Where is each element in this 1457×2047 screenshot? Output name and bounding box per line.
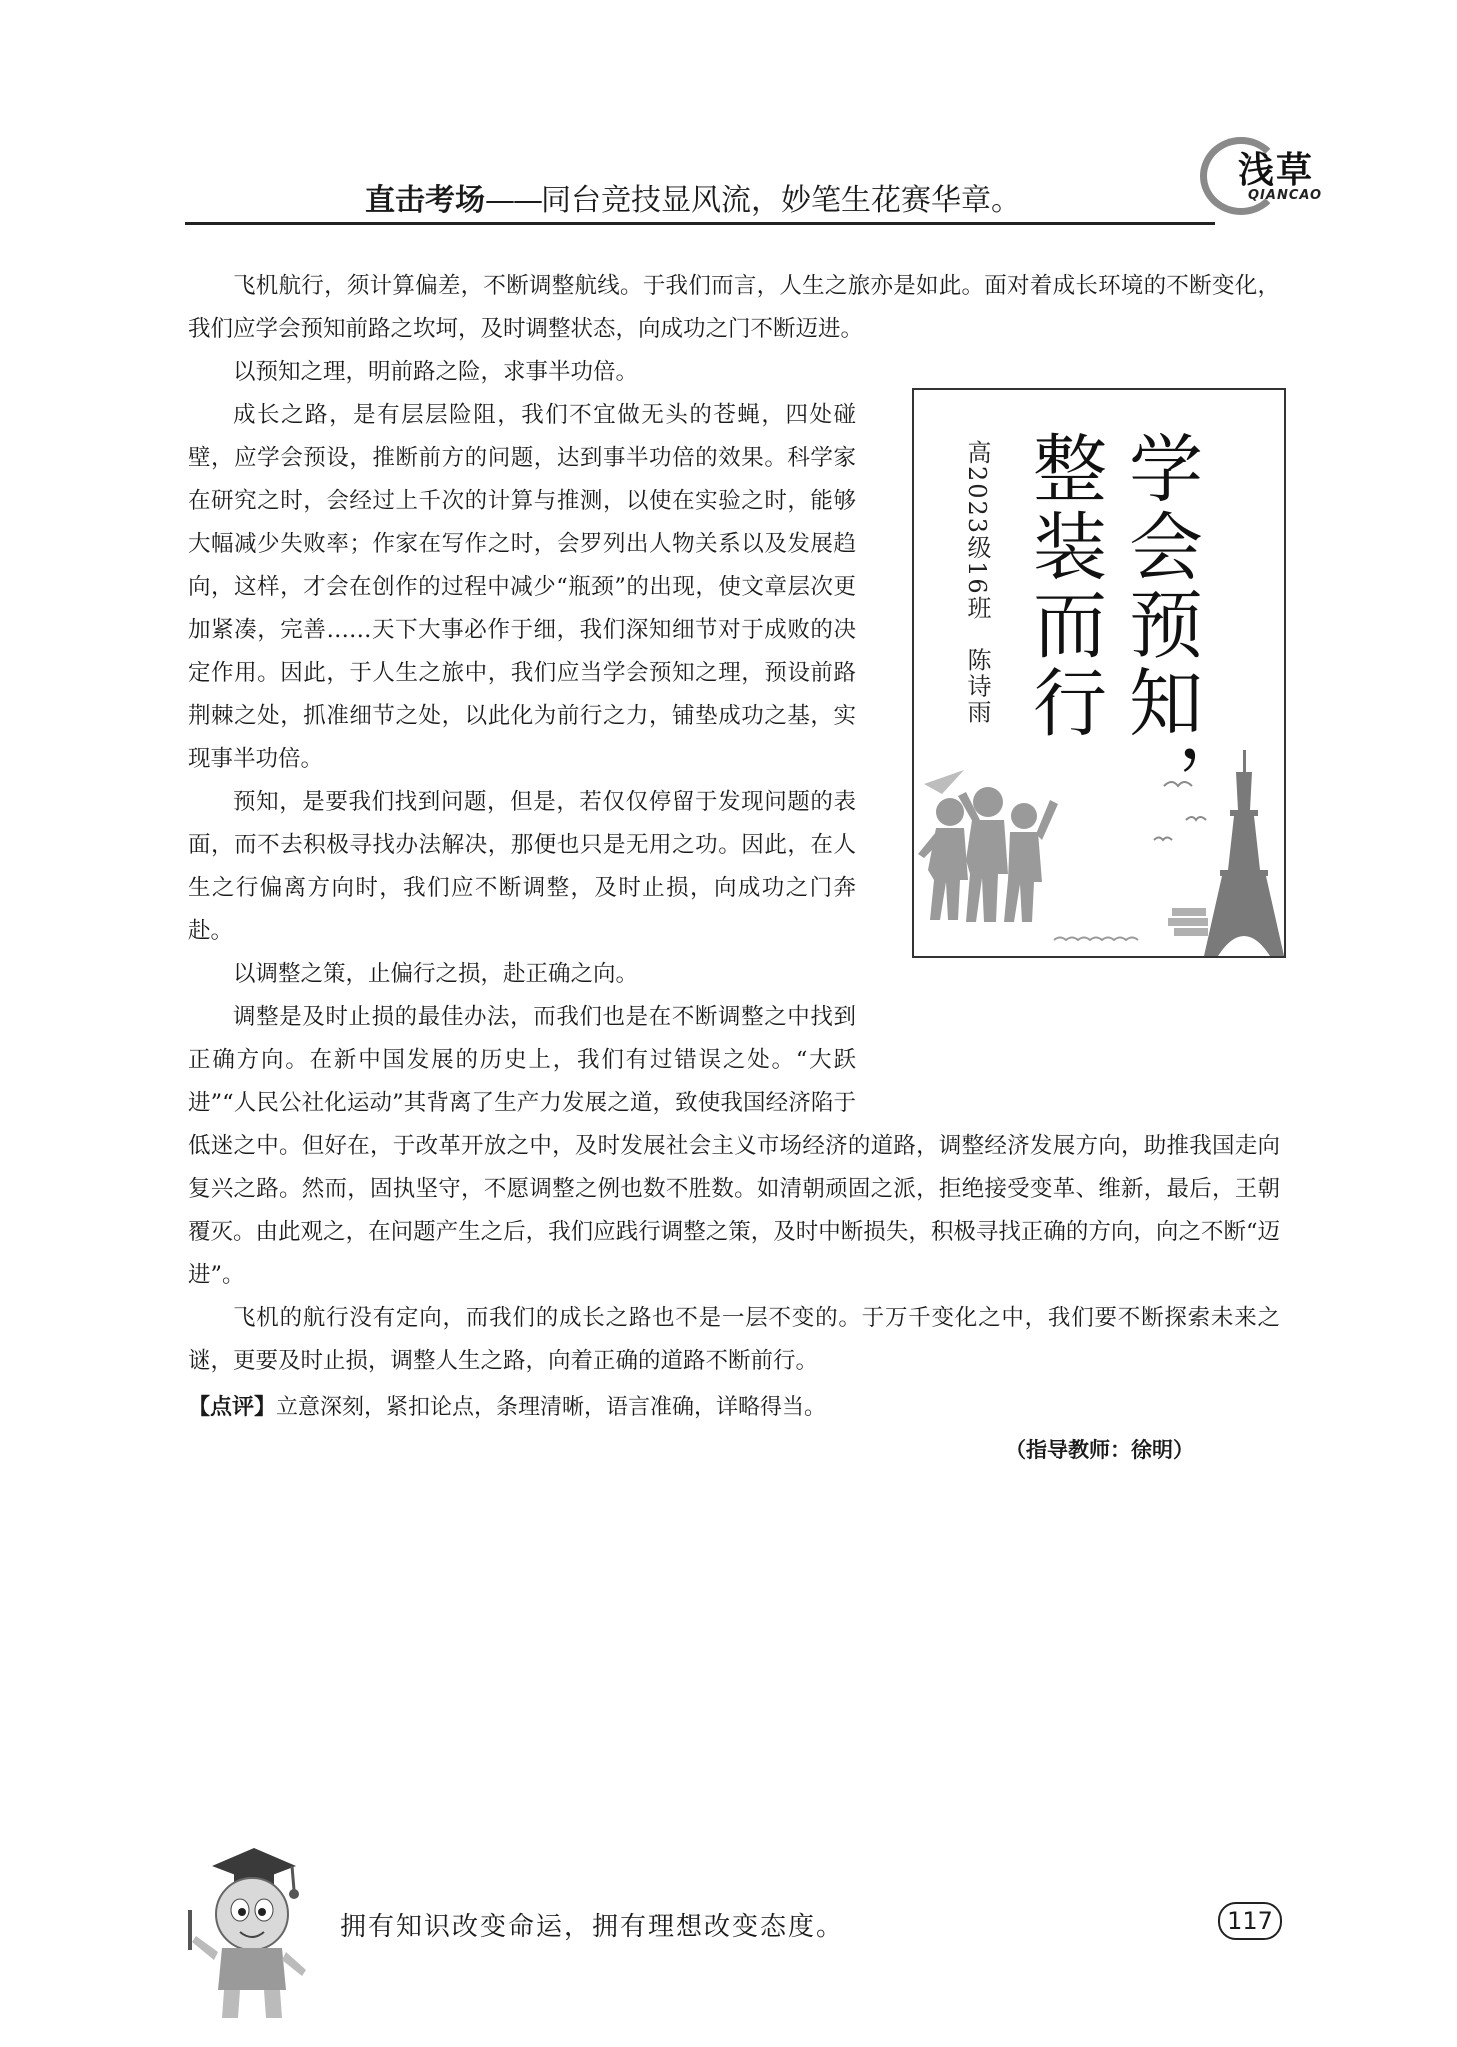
paper-plane-icon	[924, 770, 964, 794]
tower-icon	[1204, 750, 1284, 956]
logo-text: 浅草	[1238, 150, 1315, 191]
header-dash: ——	[485, 183, 541, 218]
title-column-2: 整装而行	[1021, 430, 1107, 742]
title-column-1: 学会预知，	[1117, 430, 1203, 820]
header-rule	[185, 222, 1215, 225]
books-icon	[1168, 908, 1208, 936]
comment	[188, 1388, 826, 1428]
header-section: 直击考场	[365, 183, 485, 218]
author-line: 高2023级16班 陈诗雨	[963, 440, 991, 726]
mascot-graduate-icon	[182, 1840, 312, 2030]
comment-text: 立意深刻，紧扣论点，条理清晰，语言准确，详略得当。	[276, 1395, 827, 1420]
children-tower-illustration	[914, 750, 1284, 956]
paragraph-3: 成长之路，是有层层险阻，我们不宜做无头的苍蝇，四处碰壁，应学会预设，推断前方的问题，达到事半功倍的效果。科学家在研究之时，会经过上千次的计算与推测，以使在实验之时，能够大幅减少失败率；作家在写作之时，会罗列出人物关系以及发展趋向，这样，才会在创作的过程中减少“瓶颈”的出现，使文章层次更加紧凑，完善……天下大事必作于细，我们深知细节对于成败的决定作用。因此，于人生之旅中，我们应当学会预知之理，预设前路荆棘之处，抓准细节之处，以此化为前行之力，铺垫成功之基，实现事半功倍。	[188, 402, 856, 772]
page-header	[185, 178, 1215, 226]
header-slogan: 同台竞技显风流，妙笔生花赛华章。	[541, 183, 1021, 218]
qiancao-logo	[1200, 132, 1375, 222]
birds-icon	[1154, 782, 1206, 840]
paragraph-4: 预知，是要我们找到问题，但是，若仅仅停留于发现问题的表面，而不去积极寻找办法解决，那便也只是无用之功。因此，在人生之行偏离方向时，我们应不断调整，及时止损，向成功之门奔赴。	[188, 789, 856, 944]
children-silhouette-icon	[918, 787, 1058, 922]
paragraph-5: 以调整之策，止偏行之损，赴正确之向。	[233, 961, 639, 987]
paragraph-2: 以预知之理，明前路之险，求事半功倍。	[233, 359, 639, 385]
paragraph-1: 飞机航行，须计算偏差，不断调整航线。于我们而言，人生之旅亦是如此。面对着成长环境的不断变化，我们应学会预知前路之坎坷，及时调整状态，向成功之门不断迈进。	[188, 273, 1280, 342]
paragraph-6: 调整是及时止损的最佳办法，而我们也是在不断调整之中找到正确方向。在新中国发展的历史上，我们有过错误之处。“大跃进”“人民公社化运动”其背离了生产力发展之道，致使我国经济陷于低迷之中。但好在，于改革开放之中，及时发展社会主义市场经济的道路，调整经济发展方向，助推我国走向复兴之路。然而，固执坚守，不愿调整之例也数不胜数。如清朝顽固之派，拒绝接受变革、维新，最后，王朝覆灭。由此观之，在问题产生之后，我们应践行调整之策，及时中断损失，积极寻找正确的方向，向之不断“迈进”。	[188, 1004, 1280, 1288]
header-title	[365, 178, 1021, 224]
logo-pinyin: QIANCAO	[1248, 188, 1323, 203]
paragraph-7: 飞机的航行没有定向，而我们的成长之路也不是一层不变的。于万千变化之中，我们要不断探索未来之谜，更要及时止损，调整人生之路，向着正确的道路不断前行。	[188, 1305, 1280, 1374]
page-number: 117	[1218, 1902, 1282, 1940]
title-box	[912, 388, 1286, 958]
comment-label: 【点评】	[188, 1395, 277, 1420]
wave-line-icon	[1054, 938, 1138, 941]
footer-motto: 拥有知识改变命运，拥有理想改变态度。	[340, 1912, 845, 1942]
teacher-credit: （指导教师：徐明）	[1005, 1438, 1194, 1462]
